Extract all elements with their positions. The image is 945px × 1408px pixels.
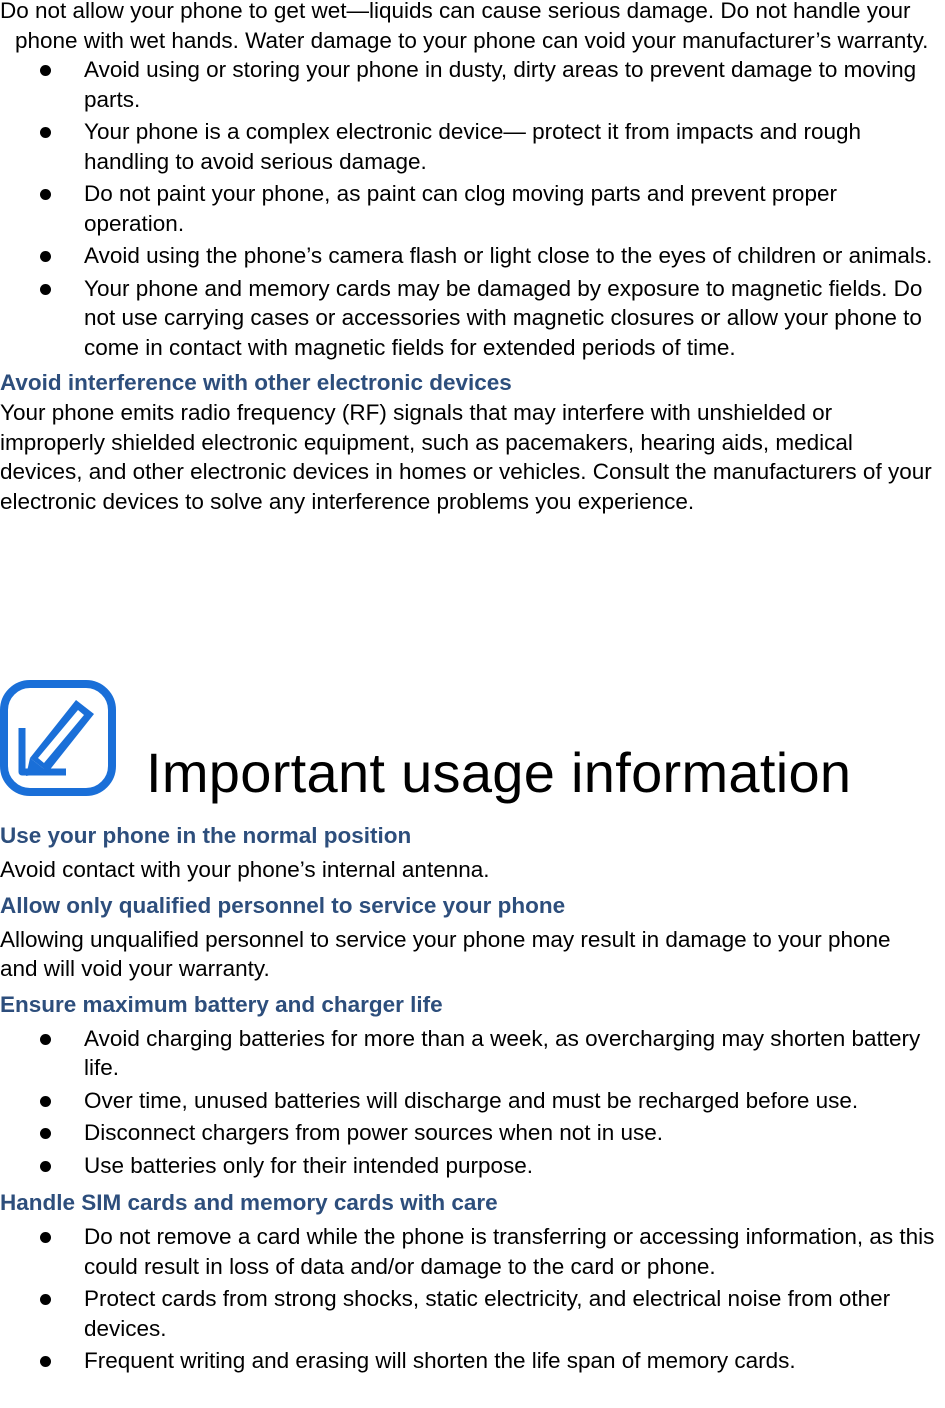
qualified-heading: Allow only qualified personnel to service your phone — [0, 892, 566, 918]
bullet-dot — [40, 65, 51, 76]
list-item: Over time, unused batteries will discharge and must be recharged before use. — [0, 1086, 945, 1116]
list-item: Use batteries only for their intended purpose. — [0, 1151, 939, 1181]
bullet-dot — [40, 1128, 51, 1139]
bullet-dot — [40, 1096, 51, 1107]
list-item: Avoid using the phone’s camera flash or light close to the eyes of children or animals. — [0, 241, 939, 271]
bullet-dot — [40, 189, 51, 200]
list-item: Protect cards from strong shocks, static electricity, and electrical noise from other devices. — [0, 1284, 939, 1343]
list-item: Avoid charging batteries for more than a week, as overcharging may shorten battery life. — [0, 1024, 939, 1083]
section-title: Important usage information — [146, 741, 852, 804]
list-item: Disconnect chargers from power sources when not in use. — [0, 1118, 939, 1148]
intro-bullet-list — [0, 55, 945, 362]
list-item: Avoid using or storing your phone in dusty, dirty areas to prevent damage to moving parts. — [0, 55, 939, 114]
document-page — [0, 0, 945, 516]
normal-position-text: Avoid contact with your phone’s internal antenna. — [0, 857, 490, 882]
bullet-dot — [40, 1034, 51, 1045]
list-item: Frequent writing and erasing will shorten the life span of memory cards. — [0, 1346, 939, 1376]
bullet-dot — [40, 284, 51, 295]
sim-bullet-list — [0, 1222, 945, 1376]
intro-paragraph: Do not allow your phone to get wet—liquids can cause serious damage. Do not handle your phone with wet hands. Water damage to your phone can void your manufacturer’s warranty. — [0, 0, 929, 53]
bullet-dot — [40, 127, 51, 138]
bullet-dot — [40, 251, 51, 262]
interference-heading: Avoid interference with other electronic devices — [0, 370, 512, 395]
sim-heading: Handle SIM cards and memory cards with care — [0, 1190, 498, 1215]
normal-position-heading: Use your phone in the normal position — [0, 823, 412, 848]
usage-section — [0, 821, 945, 1379]
list-item: Do not paint your phone, as paint can clog moving parts and prevent proper operation. — [0, 179, 939, 238]
list-item: Your phone is a complex electronic device— protect it from impacts and rough handling to avoid serious damage. — [0, 117, 939, 176]
bullet-dot — [40, 1294, 51, 1305]
pen-note-icon — [0, 680, 116, 796]
bullet-dot — [40, 1232, 51, 1243]
bullet-dot — [40, 1356, 51, 1367]
interference-text: Your phone emits radio frequency (RF) signals that may interfere with unshielded or improperly shielded electronic equipment, such as pacemakers, hearing aids, medical devices, and other electronic devices in homes or vehicles. Consult the manufacturers of your electronic devices to solve any interference problems you experience. — [0, 400, 932, 514]
bullet-dot — [40, 1161, 51, 1172]
battery-heading: Ensure maximum battery and charger life — [0, 991, 443, 1017]
list-item: Do not remove a card while the phone is transferring or accessing information, as this could result in loss of data and/or damage to the card or phone. — [0, 1222, 939, 1281]
battery-bullet-list — [0, 1024, 945, 1181]
qualified-text: Allowing unqualified personnel to service your phone may result in damage to your phone and will void your warranty. — [0, 926, 891, 981]
list-item: Your phone and memory cards may be damaged by exposure to magnetic fields. Do not use carrying cases or accessories with magnetic closures or allow your phone to come in contact with magnetic fields for extended periods of time. — [0, 274, 939, 363]
